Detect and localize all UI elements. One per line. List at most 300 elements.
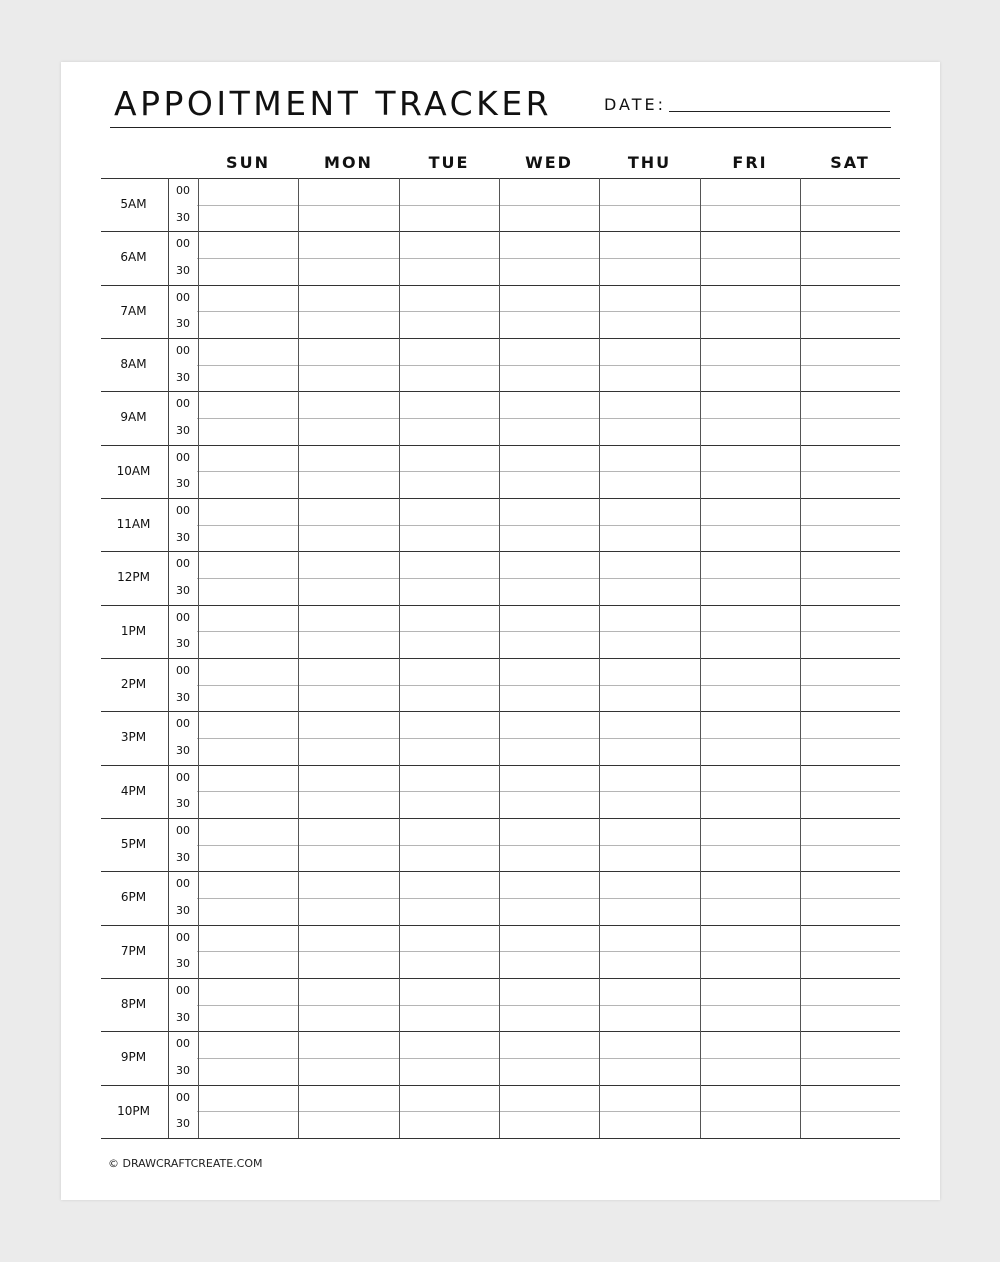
appointment-cell-fri[interactable]	[700, 1031, 800, 1058]
appointment-cell-thu[interactable]	[599, 685, 700, 712]
hour-label: 2PM	[120, 677, 147, 691]
appointment-cell-thu[interactable]	[599, 791, 700, 818]
half-hour-divider	[197, 845, 900, 846]
appointment-cell-mon[interactable]	[298, 338, 399, 365]
appointment-cell-sat[interactable]	[800, 791, 900, 818]
appointment-cell-thu[interactable]	[599, 418, 700, 445]
appointment-cell-sun[interactable]	[198, 498, 298, 525]
appointment-cell-mon[interactable]	[298, 711, 399, 738]
appointment-cell-thu[interactable]	[599, 551, 700, 578]
appointment-cell-sat[interactable]	[800, 978, 900, 1005]
appointment-cell-sat[interactable]	[800, 765, 900, 792]
minute-label: 30	[176, 1117, 190, 1131]
appointment-cell-fri[interactable]	[700, 205, 800, 232]
appointment-cell-thu[interactable]	[599, 578, 700, 605]
appointment-cell-tue[interactable]	[399, 258, 499, 285]
hour-label: 6PM	[120, 890, 147, 905]
appointment-cell-thu[interactable]	[599, 1111, 700, 1138]
appointment-cell-sun[interactable]	[198, 1031, 298, 1058]
minute-label: 00	[176, 557, 190, 571]
appointment-cell-mon[interactable]	[298, 658, 399, 685]
appointment-cell-fri[interactable]	[700, 898, 800, 925]
appointment-cell-wed[interactable]	[499, 818, 599, 845]
appointment-cell-mon[interactable]	[298, 498, 399, 525]
appointment-cell-wed[interactable]	[499, 925, 599, 952]
appointment-cell-sat[interactable]	[800, 631, 900, 658]
appointment-cell-sat[interactable]	[800, 1005, 900, 1032]
appointment-cell-sun[interactable]	[198, 1058, 298, 1085]
minute-label: 00	[176, 344, 190, 357]
appointment-cell-sun[interactable]	[198, 685, 298, 712]
appointment-cell-mon[interactable]	[298, 471, 399, 498]
appointment-cell-tue[interactable]	[399, 871, 499, 898]
appointment-cell-wed[interactable]	[499, 765, 599, 792]
appointment-cell-sat[interactable]	[800, 178, 900, 205]
appointment-cell-thu[interactable]	[599, 471, 700, 498]
appointment-cell-sun[interactable]	[198, 471, 298, 498]
hour-label: 10PM	[117, 1103, 150, 1118]
appointment-cell-tue[interactable]	[399, 791, 499, 818]
appointment-cell-thu[interactable]	[599, 231, 700, 258]
column-divider	[800, 178, 801, 1138]
appointment-cell-fri[interactable]	[700, 925, 800, 952]
appointment-cell-sun[interactable]	[198, 738, 298, 765]
appointment-cell-sat[interactable]	[800, 738, 900, 765]
appointment-cell-sat[interactable]	[800, 311, 900, 338]
appointment-cell-fri[interactable]	[700, 738, 800, 765]
appointment-cell-mon[interactable]	[298, 791, 399, 818]
appointment-cell-tue[interactable]	[399, 391, 499, 418]
minute-label: 00	[176, 184, 190, 197]
half-hour-divider	[197, 471, 900, 472]
appointment-cell-sun[interactable]	[198, 605, 298, 632]
appointment-cell-sun[interactable]	[198, 898, 298, 925]
hour-label: 7AM	[120, 303, 147, 318]
appointment-cell-tue[interactable]	[399, 471, 499, 498]
appointment-cell-wed[interactable]	[499, 445, 599, 472]
appointment-cell-wed[interactable]	[499, 871, 599, 898]
appointment-cell-fri[interactable]	[700, 711, 800, 738]
appointment-cell-wed[interactable]	[499, 311, 599, 338]
appointment-cell-sat[interactable]	[800, 898, 900, 925]
appointment-cell-thu[interactable]	[599, 1058, 700, 1085]
appointment-cell-wed[interactable]	[499, 845, 599, 872]
appointment-cell-thu[interactable]	[599, 1005, 700, 1032]
minute-label: 30	[176, 317, 190, 331]
appointment-cell-thu[interactable]	[599, 845, 700, 872]
appointment-cell-sat[interactable]	[800, 231, 900, 258]
appointment-cell-thu[interactable]	[599, 871, 700, 898]
appointment-cell-sun[interactable]	[198, 1085, 298, 1112]
appointment-cell-wed[interactable]	[499, 1085, 599, 1112]
appointment-cell-sat[interactable]	[800, 418, 900, 445]
appointment-cell-tue[interactable]	[399, 1005, 499, 1032]
appointment-cell-tue[interactable]	[399, 1058, 499, 1085]
appointment-cell-mon[interactable]	[298, 1085, 399, 1112]
appointment-cell-tue[interactable]	[399, 818, 499, 845]
appointment-cell-fri[interactable]	[700, 978, 800, 1005]
appointment-cell-sun[interactable]	[198, 365, 298, 392]
appointment-cell-thu[interactable]	[599, 898, 700, 925]
appointment-cell-sun[interactable]	[198, 711, 298, 738]
appointment-cell-fri[interactable]	[700, 391, 800, 418]
appointment-cell-tue[interactable]	[399, 1085, 499, 1112]
appointment-cell-thu[interactable]	[599, 631, 700, 658]
appointment-cell-tue[interactable]	[399, 231, 499, 258]
appointment-cell-sat[interactable]	[800, 1031, 900, 1058]
appointment-cell-mon[interactable]	[298, 685, 399, 712]
minute-label: 30	[176, 797, 190, 811]
appointment-cell-thu[interactable]	[599, 1085, 700, 1112]
appointment-cell-thu[interactable]	[599, 658, 700, 685]
appointment-cell-mon[interactable]	[298, 418, 399, 445]
appointment-cell-mon[interactable]	[298, 1058, 399, 1085]
hour-label: 9PM	[120, 1050, 147, 1065]
appointment-cell-wed[interactable]	[499, 711, 599, 738]
appointment-cell-mon[interactable]	[298, 898, 399, 925]
appointment-cell-fri[interactable]	[700, 685, 800, 712]
appointment-cell-sat[interactable]	[800, 951, 900, 978]
appointment-cell-tue[interactable]	[399, 631, 499, 658]
half-hour-divider	[197, 258, 900, 259]
appointment-cell-thu[interactable]	[599, 178, 700, 205]
appointment-cell-wed[interactable]	[499, 365, 599, 392]
appointment-cell-sat[interactable]	[800, 578, 900, 605]
column-divider	[168, 178, 169, 1138]
appointment-cell-sat[interactable]	[800, 551, 900, 578]
appointment-cell-mon[interactable]	[298, 1031, 399, 1058]
appointment-cell-sun[interactable]	[198, 791, 298, 818]
appointment-cell-fri[interactable]	[700, 258, 800, 285]
minute-label: 00	[176, 664, 190, 677]
appointment-cell-sun[interactable]	[198, 418, 298, 445]
appointment-cell-sun[interactable]	[198, 1111, 298, 1138]
appointment-cell-wed[interactable]	[499, 791, 599, 818]
appointment-cell-tue[interactable]	[399, 925, 499, 952]
appointment-cell-sun[interactable]	[198, 311, 298, 338]
appointment-cell-mon[interactable]	[298, 178, 399, 205]
appointment-cell-fri[interactable]	[700, 631, 800, 658]
appointment-cell-mon[interactable]	[298, 951, 399, 978]
day-header-wed: WED	[525, 153, 573, 172]
copyright-footer: © DRAWCRAFTCREATE.COM	[108, 1157, 263, 1170]
minute-label: 00	[176, 237, 190, 251]
half-hour-divider	[197, 631, 900, 632]
appointment-cell-mon[interactable]	[298, 445, 399, 472]
appointment-cell-tue[interactable]	[399, 1111, 499, 1138]
appointment-cell-tue[interactable]	[399, 498, 499, 525]
appointment-cell-sun[interactable]	[198, 925, 298, 952]
minute-label: 00	[176, 717, 190, 731]
appointment-cell-fri[interactable]	[700, 231, 800, 258]
appointment-cell-wed[interactable]	[499, 391, 599, 418]
appointment-cell-sun[interactable]	[198, 578, 298, 605]
appointment-cell-tue[interactable]	[399, 951, 499, 978]
appointment-cell-sun[interactable]	[198, 658, 298, 685]
appointment-cell-wed[interactable]	[499, 978, 599, 1005]
appointment-cell-mon[interactable]	[298, 925, 399, 952]
appointment-cell-tue[interactable]	[399, 765, 499, 792]
appointment-cell-mon[interactable]	[298, 551, 399, 578]
appointment-cell-fri[interactable]	[700, 311, 800, 338]
appointment-cell-tue[interactable]	[399, 365, 499, 392]
appointment-cell-thu[interactable]	[599, 738, 700, 765]
appointment-cell-mon[interactable]	[298, 285, 399, 312]
appointment-cell-wed[interactable]	[499, 1058, 599, 1085]
appointment-cell-tue[interactable]	[399, 658, 499, 685]
appointment-cell-fri[interactable]	[700, 498, 800, 525]
appointment-cell-mon[interactable]	[298, 525, 399, 552]
hour-divider	[101, 1085, 900, 1086]
appointment-cell-mon[interactable]	[298, 205, 399, 232]
appointment-cell-sun[interactable]	[198, 391, 298, 418]
appointment-cell-tue[interactable]	[399, 578, 499, 605]
appointment-cell-mon[interactable]	[298, 818, 399, 845]
appointment-cell-fri[interactable]	[700, 178, 800, 205]
appointment-cell-fri[interactable]	[700, 951, 800, 978]
appointment-cell-sun[interactable]	[198, 765, 298, 792]
appointment-cell-mon[interactable]	[298, 845, 399, 872]
minute-label: 30	[176, 637, 190, 651]
appointment-cell-thu[interactable]	[599, 711, 700, 738]
appointment-cell-wed[interactable]	[499, 685, 599, 712]
appointment-cell-fri[interactable]	[700, 578, 800, 605]
appointment-cell-sat[interactable]	[800, 258, 900, 285]
appointment-cell-sat[interactable]	[800, 1111, 900, 1138]
minute-label: 30	[176, 743, 190, 757]
appointment-cell-thu[interactable]	[599, 258, 700, 285]
appointment-cell-wed[interactable]	[499, 178, 599, 205]
appointment-cell-tue[interactable]	[399, 978, 499, 1005]
appointment-cell-mon[interactable]	[298, 631, 399, 658]
appointment-cell-sat[interactable]	[800, 445, 900, 472]
date-field[interactable]	[669, 111, 890, 112]
appointment-cell-thu[interactable]	[599, 391, 700, 418]
hour-label: 12PM	[117, 570, 150, 585]
appointment-cell-fri[interactable]	[700, 1058, 800, 1085]
half-hour-divider	[197, 525, 900, 526]
hour-divider	[101, 338, 900, 339]
appointment-cell-wed[interactable]	[499, 631, 599, 658]
appointment-cell-tue[interactable]	[399, 525, 499, 552]
appointment-cell-tue[interactable]	[399, 605, 499, 632]
appointment-cell-thu[interactable]	[599, 285, 700, 312]
appointment-cell-sat[interactable]	[800, 338, 900, 365]
minute-label: 30	[176, 1063, 190, 1077]
appointment-cell-sun[interactable]	[198, 871, 298, 898]
hour-label: 8PM	[120, 997, 147, 1011]
appointment-cell-tue[interactable]	[399, 898, 499, 925]
appointment-cell-sat[interactable]	[800, 525, 900, 552]
appointment-cell-wed[interactable]	[499, 285, 599, 312]
appointment-cell-thu[interactable]	[599, 765, 700, 792]
appointment-cell-fri[interactable]	[700, 471, 800, 498]
appointment-cell-thu[interactable]	[599, 311, 700, 338]
appointment-cell-mon[interactable]	[298, 871, 399, 898]
appointment-cell-wed[interactable]	[499, 231, 599, 258]
appointment-cell-wed[interactable]	[499, 898, 599, 925]
appointment-cell-sat[interactable]	[800, 871, 900, 898]
appointment-cell-mon[interactable]	[298, 765, 399, 792]
appointment-cell-sun[interactable]	[198, 551, 298, 578]
appointment-cell-tue[interactable]	[399, 1031, 499, 1058]
appointment-cell-tue[interactable]	[399, 738, 499, 765]
half-hour-divider	[197, 311, 900, 312]
appointment-cell-mon[interactable]	[298, 365, 399, 392]
appointment-cell-tue[interactable]	[399, 338, 499, 365]
appointment-cell-fri[interactable]	[700, 338, 800, 365]
appointment-cell-thu[interactable]	[599, 205, 700, 232]
appointment-cell-sun[interactable]	[198, 338, 298, 365]
appointment-cell-tue[interactable]	[399, 418, 499, 445]
appointment-cell-mon[interactable]	[298, 738, 399, 765]
appointment-cell-fri[interactable]	[700, 791, 800, 818]
appointment-cell-thu[interactable]	[599, 445, 700, 472]
appointment-cell-sat[interactable]	[800, 285, 900, 312]
appointment-cell-sat[interactable]	[800, 471, 900, 498]
appointment-cell-sun[interactable]	[198, 178, 298, 205]
hour-label: 5AM	[120, 197, 147, 211]
appointment-cell-tue[interactable]	[399, 285, 499, 312]
appointment-cell-fri[interactable]	[700, 551, 800, 578]
appointment-cell-sat[interactable]	[800, 205, 900, 232]
appointment-cell-sat[interactable]	[800, 925, 900, 952]
appointment-cell-fri[interactable]	[700, 605, 800, 632]
appointment-cell-tue[interactable]	[399, 711, 499, 738]
appointment-cell-sun[interactable]	[198, 445, 298, 472]
appointment-cell-thu[interactable]	[599, 818, 700, 845]
appointment-cell-sun[interactable]	[198, 631, 298, 658]
hour-label: 6AM	[120, 250, 147, 265]
appointment-cell-sat[interactable]	[800, 1058, 900, 1085]
appointment-cell-mon[interactable]	[298, 258, 399, 285]
appointment-cell-fri[interactable]	[700, 1005, 800, 1032]
minute-label: 00	[176, 504, 190, 517]
hour-label: 7PM	[120, 943, 147, 958]
appointment-cell-fri[interactable]	[700, 418, 800, 445]
appointment-cell-wed[interactable]	[499, 258, 599, 285]
appointment-cell-tue[interactable]	[399, 685, 499, 712]
appointment-cell-tue[interactable]	[399, 311, 499, 338]
appointment-cell-sat[interactable]	[800, 685, 900, 712]
appointment-cell-mon[interactable]	[298, 231, 399, 258]
appointment-cell-thu[interactable]	[599, 925, 700, 952]
appointment-cell-mon[interactable]	[298, 1005, 399, 1032]
hour-label: 3PM	[120, 730, 147, 745]
appointment-cell-sat[interactable]	[800, 605, 900, 632]
appointment-cell-wed[interactable]	[499, 1111, 599, 1138]
appointment-cell-tue[interactable]	[399, 178, 499, 205]
appointment-cell-mon[interactable]	[298, 578, 399, 605]
minute-label: 30	[176, 850, 190, 864]
appointment-cell-wed[interactable]	[499, 525, 599, 552]
appointment-cell-fri[interactable]	[700, 1111, 800, 1138]
appointment-cell-sat[interactable]	[800, 391, 900, 418]
minute-label: 00	[176, 1037, 190, 1051]
appointment-cell-wed[interactable]	[499, 1005, 599, 1032]
appointment-cell-fri[interactable]	[700, 285, 800, 312]
appointment-cell-wed[interactable]	[499, 605, 599, 632]
appointment-cell-wed[interactable]	[499, 658, 599, 685]
appointment-cell-sun[interactable]	[198, 525, 298, 552]
appointment-cell-sat[interactable]	[800, 711, 900, 738]
appointment-cell-wed[interactable]	[499, 1031, 599, 1058]
appointment-cell-tue[interactable]	[399, 551, 499, 578]
appointment-cell-fri[interactable]	[700, 765, 800, 792]
appointment-cell-mon[interactable]	[298, 605, 399, 632]
appointment-cell-sat[interactable]	[800, 498, 900, 525]
appointment-cell-wed[interactable]	[499, 498, 599, 525]
appointment-cell-thu[interactable]	[599, 525, 700, 552]
appointment-cell-sun[interactable]	[198, 285, 298, 312]
appointment-cell-tue[interactable]	[399, 845, 499, 872]
appointment-cell-mon[interactable]	[298, 978, 399, 1005]
appointment-cell-thu[interactable]	[599, 338, 700, 365]
appointment-cell-wed[interactable]	[499, 205, 599, 232]
appointment-cell-mon[interactable]	[298, 391, 399, 418]
appointment-cell-wed[interactable]	[499, 578, 599, 605]
appointment-cell-sun[interactable]	[198, 845, 298, 872]
appointment-cell-sun[interactable]	[198, 951, 298, 978]
appointment-cell-thu[interactable]	[599, 1031, 700, 1058]
appointment-cell-thu[interactable]	[599, 365, 700, 392]
appointment-cell-sat[interactable]	[800, 365, 900, 392]
schedule-grid	[101, 178, 900, 1138]
appointment-cell-tue[interactable]	[399, 205, 499, 232]
appointment-cell-fri[interactable]	[700, 1085, 800, 1112]
half-hour-divider	[197, 791, 900, 792]
appointment-cell-mon[interactable]	[298, 1111, 399, 1138]
appointment-cell-wed[interactable]	[499, 471, 599, 498]
appointment-cell-sat[interactable]	[800, 818, 900, 845]
appointment-cell-sat[interactable]	[800, 658, 900, 685]
appointment-cell-sun[interactable]	[198, 205, 298, 232]
appointment-cell-mon[interactable]	[298, 311, 399, 338]
half-hour-divider	[197, 951, 900, 952]
appointment-cell-sun[interactable]	[198, 231, 298, 258]
half-hour-divider	[197, 418, 900, 419]
hour-divider	[101, 391, 900, 392]
appointment-cell-thu[interactable]	[599, 605, 700, 632]
appointment-cell-fri[interactable]	[700, 845, 800, 872]
appointment-cell-fri[interactable]	[700, 871, 800, 898]
appointment-cell-fri[interactable]	[700, 658, 800, 685]
appointment-cell-wed[interactable]	[499, 338, 599, 365]
appointment-cell-fri[interactable]	[700, 445, 800, 472]
appointment-cell-sat[interactable]	[800, 845, 900, 872]
appointment-cell-fri[interactable]	[700, 525, 800, 552]
appointment-cell-wed[interactable]	[499, 418, 599, 445]
appointment-cell-thu[interactable]	[599, 951, 700, 978]
appointment-cell-sun[interactable]	[198, 818, 298, 845]
appointment-cell-tue[interactable]	[399, 445, 499, 472]
appointment-cell-wed[interactable]	[499, 738, 599, 765]
appointment-cell-thu[interactable]	[599, 978, 700, 1005]
minute-label: 30	[176, 210, 190, 224]
minute-label: 00	[176, 450, 190, 464]
appointment-cell-wed[interactable]	[499, 551, 599, 578]
appointment-cell-sun[interactable]	[198, 1005, 298, 1032]
appointment-cell-sun[interactable]	[198, 258, 298, 285]
appointment-cell-thu[interactable]	[599, 498, 700, 525]
appointment-cell-wed[interactable]	[499, 951, 599, 978]
appointment-cell-fri[interactable]	[700, 365, 800, 392]
hour-divider	[101, 178, 900, 179]
appointment-cell-sat[interactable]	[800, 1085, 900, 1112]
appointment-cell-fri[interactable]	[700, 818, 800, 845]
appointment-cell-sun[interactable]	[198, 978, 298, 1005]
minute-label: 30	[176, 957, 190, 971]
